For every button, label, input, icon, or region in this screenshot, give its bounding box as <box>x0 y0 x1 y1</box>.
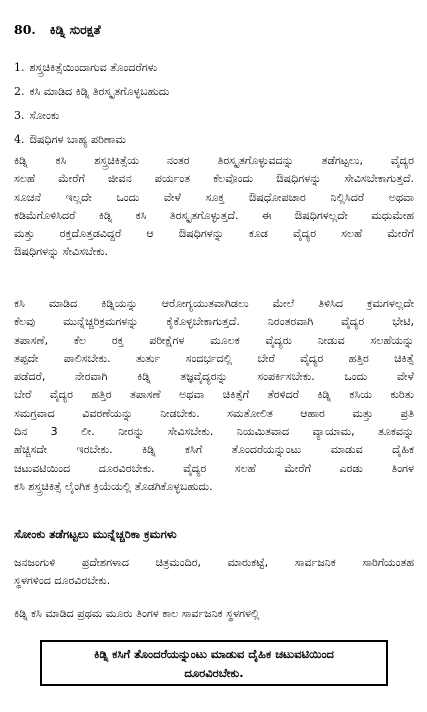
callout-box <box>40 640 388 686</box>
text-line: ಹೆಚ್ಚಿಸದೇ ಇರಬೇಕು. ಕಿಡ್ನಿ ಕಸಿಗೆ ತೊಂದರೆಯನ್ನುಂಟು ಮಾಡುವ ದೈಹಿಕ <box>14 443 414 457</box>
text-line: ಔಷಧಿಗಳನ್ನು ಸೇವಿಸಬೇಕು. <box>14 245 109 259</box>
text-line: ಮತ್ತು ರಕ್ತದೊತ್ತಡವಿದ್ದರೆ ಆ ಔಷಧಿಗಳನ್ನು ಕೂಡ ವೈದ್ಯರ ಸಲಹೆ ಮೇರೆಗೆ <box>14 227 414 241</box>
list-item <box>14 128 169 152</box>
subheading-infection: ಸೋಂಕು ತಡೆಗಟ್ಟಲು ಮುನ್ನೆಚ್ಚರಿಕಾ ಕ್ರಮಗಳು <box>14 527 177 541</box>
text-line: ತಪ್ಪದೇ ಪಾಲಿಸಬೇಕು. ತುರ್ತು ಸಂದರ್ಭದಲ್ಲಿ ಬೇರೆ ವೈದ್ಯರ ಹತ್ತಿರ ಚಿಕಿತ್ಸೆ <box>14 351 414 365</box>
list-item <box>14 80 169 104</box>
list-item <box>14 104 169 128</box>
text-line: ಸಲಹೆ ಮೇರೆಗೆ ಜೀವನ ಪರ್ಯಂತ ಕೆಲವೊಂದು ಔಷಧಿಗಳನ್ನು ಸೇವಿಸಬೇಕಾಗುತ್ತದೆ. <box>14 172 414 186</box>
section-title: ಕಿಡ್ನಿ ಸುರಕ್ಷತೆ <box>49 22 101 37</box>
risk-list <box>14 56 169 152</box>
paragraph-precautions <box>14 295 414 496</box>
paragraph-public-places <box>14 605 414 623</box>
list-text: ಕಸಿ ಮಾಡಿದ ಕಿಡ್ನಿ ತಿರಸ್ಕೃತಗೊಳ್ಳಬಹುದು <box>29 85 170 98</box>
text-line: ಕೆಲವು ಮುನ್ನೆಚ್ಚರಿಕ್ರಮಗಳನ್ನು ಕೈಕೊಳ್ಳಬೇಕಾಗುತ್ತದೆ. ನಿರಂತರವಾಗಿ ವೈದ್ಯರ ಭೇಟಿ, <box>14 315 414 329</box>
text-line: ದಿನ 3 ಲೀ. ನೀರನ್ನು ಸೇವಿಸಬೇಕು. ನಿಯಮಿತವಾದ ವ್ಯಾಯಾಮ, ತೂಕವನ್ನು <box>14 425 414 439</box>
paragraph-crowds <box>14 554 414 591</box>
list-number: 1. <box>14 61 25 74</box>
text-line: ಸ್ಥಳಗಳಿಂದ ದೂರವಿರಬೇಕು. <box>14 574 111 588</box>
list-text: ಶಸ್ತ್ರಚಿಕಿತ್ಸೆಯಿಂದಾಗುವ ತೊಂದರೆಗಳು <box>29 61 158 74</box>
text-line: ಜನಜಂಗುಳಿ ಪ್ರದೇಶಗಳಾದ ಚಿತ್ರಮಂದಿರ, ಮಾರುಕಟ್ಟೆ, ಸಾರ್ವಜನಿಕ ಸಾರಿಗೆಯಂತಹ <box>14 556 414 569</box>
text-line: ಕಿಡ್ನಿ ಕಸಿ ಮಾಡಿದ ಪ್ರಥಮ ಮೂರು ತಿಂಗಳ ಕಾಲ ಸಾರ್ವಜನಿಕ ಸ್ಥಳಗಳಲ್ಲಿ <box>14 607 260 620</box>
list-number: 4. <box>14 133 25 146</box>
text-line: ಕಸಿ ಶಸ್ತ್ರಚಿಕಿತ್ಸೆ ಲೈಂಗಿಕ ಕ್ರಿಯೆಯಲ್ಲಿ ತೊಡಗಿಕೊಳ್ಳಬಹುದು. <box>14 479 213 493</box>
text-line: ಚಟುವಟಿಯಿಂದ ದೂರವಿರಬೇಕು. ವೈದ್ಯರ ಸಲಹೆ ಮೇರೆಗೆ ಎರಡು ತಿಂಗಳ <box>14 461 414 475</box>
paragraph-medication <box>14 152 414 262</box>
callout-line: ಕಿಡ್ನಿ ಕಸಿಗೆ ತೊಂದರೆಯನ್ನುಂಟು ಮಾಡುವ ದೈಹಿಕ ಚಟುವಟಿಯಿಂದ <box>94 647 334 661</box>
text-line: ಪಡೆದರೆ, ನೇರವಾಗಿ ಕಿಡ್ನಿ ತಜ್ಞವೈದ್ಯರನ್ನು ಸಂಪರ್ಕಿಸಬೇಕು. ಒಂದು ವೇಳೆ <box>14 370 414 384</box>
section-heading <box>14 22 101 38</box>
list-item <box>14 56 169 80</box>
text-line: ತಪಾಸಣೆ, ಕೆಲ ರಕ್ತ ಪರೀಕ್ಷೆಗಳ ಮೂಲಕ ವೈದ್ಯರು ನೀಡುವ ಸಲಹೆಯನ್ನು <box>14 333 414 347</box>
text-line: ಕಸಿ ಮಾಡಿದ ಕಿಡ್ನಿಯನ್ನು ಆರೋಗ್ಯಯುತವಾಗಿಡಲು ಮೇಲೆ ತಿಳಿಸಿದ ಕ್ರಮಗಳಲ್ಲದೇ <box>14 297 414 310</box>
list-number: 2. <box>14 85 25 98</box>
list-number: 3. <box>14 109 25 122</box>
text-line: ಬೇರೆ ವೈದ್ಯರ ಹತ್ತಿರ ತಪಾಸಣೆ ಅಥವಾ ಚಿಕಿತ್ಸೆಗೆ ತೆರಳಿದರೆ ಕಿಡ್ನಿ ಕಸಿಯ ಕುರಿತು <box>14 388 414 402</box>
section-number: 80. <box>14 22 36 37</box>
text-line: ಸೂಚನೆ ಇಲ್ಲದೇ ಒಂದು ವೇಳೆ ಸೂಕ್ತ ಔಷಧೋಪಚಾರ ನಿಲ್ಲಿಸಿದರೆ ಅಥವಾ <box>14 190 414 204</box>
text-line: ಕಡಿಮೆಗೊಳಿಸಿದರೆ ಕಿಡ್ನಿ ಕಸಿ ತಿರಸ್ಕೃತಗೊಳ್ಳುತ್ತದೆ. ಈ ಔಷಧಿಗಳಲ್ಲದೇ ಮಧುಮೇಹ <box>14 208 414 222</box>
callout-line: ದೂರವಿರಬೇಕು. <box>184 666 244 680</box>
list-text: ಔಷಧಿಗಳ ಬಾಹ್ಯ ಪರಿಣಾಮ <box>29 133 126 146</box>
text-line: ಕಿಡ್ನಿ ಕಸಿ ಶಸ್ತ್ರಚಿಕಿತ್ಸೆಯ ನಂತರ ತಿರಸ್ಕೃತಗೊಳ್ಳುವದನ್ನು ತಡೆಗಟ್ಟಲು, ವೈದ್ಯರ <box>14 154 414 167</box>
text-line: ಸಮಗ್ರವಾದ ವಿವರಣೆಯನ್ನು ನೀಡಬೇಕು. ಸಮತೋಲಿತ ಆಹಾರ ಮತ್ತು ಪ್ರತಿ <box>14 406 414 420</box>
list-text: ಸೋಂಕು <box>29 109 60 122</box>
